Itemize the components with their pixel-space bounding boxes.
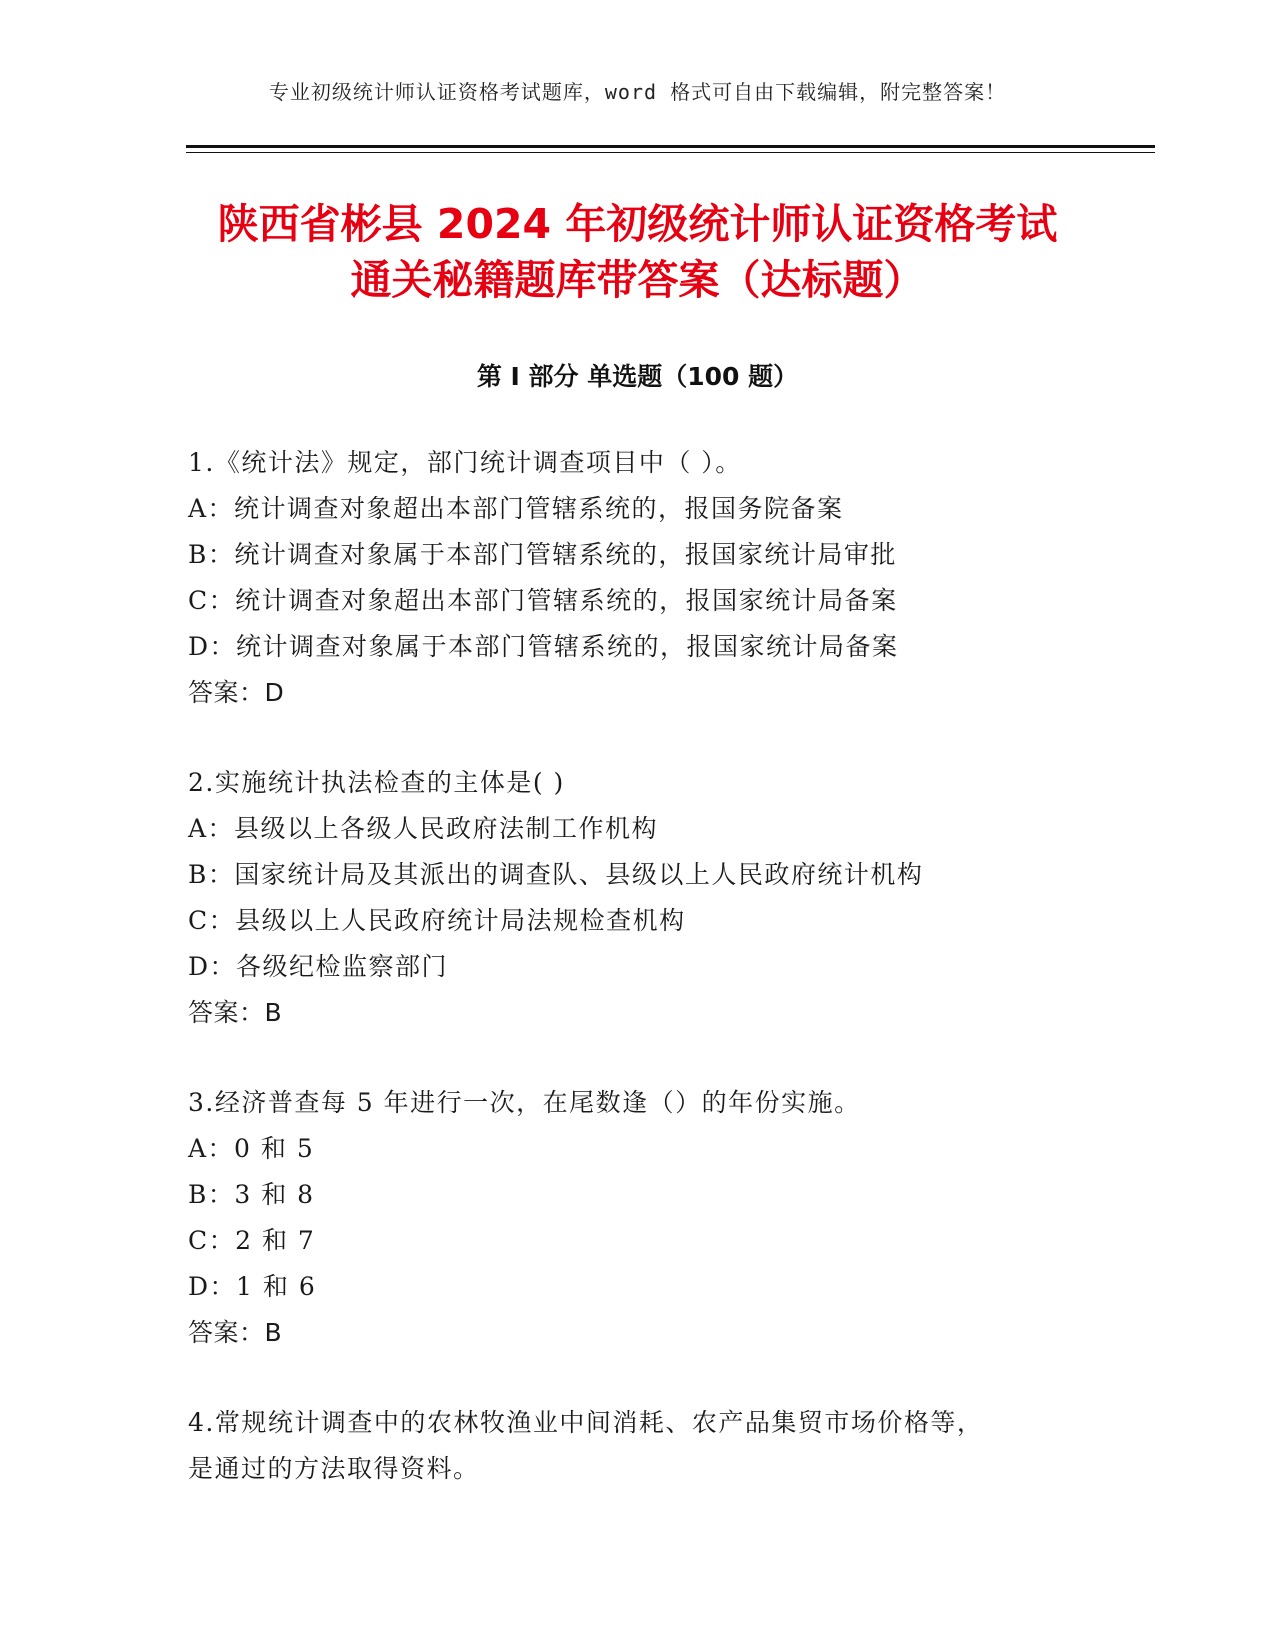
spacer bbox=[188, 1036, 1088, 1080]
spacer bbox=[188, 1356, 1088, 1400]
option-c: C：2 和 7 bbox=[188, 1226, 316, 1255]
question-stem: 3.经济普查每 5 年进行一次，在尾数逢（）的年份实施。 bbox=[188, 1088, 861, 1117]
title-line-1: 陕西省彬县 2024 年初级统计师认证资格考试 bbox=[217, 200, 1058, 248]
option-b: B：统计调查对象属于本部门管辖系统的，报国家统计局审批 bbox=[188, 540, 897, 569]
header-rule-thin bbox=[186, 152, 1155, 153]
option-a: A：0 和 5 bbox=[188, 1134, 315, 1163]
running-header: 专业初级统计师认证资格考试题库，word 格式可自由下载编辑，附完整答案！ bbox=[268, 80, 1007, 104]
option-d: D：各级纪检监察部门 bbox=[188, 952, 449, 981]
title-line-2: 通关秘籍题库带答案（达标题） bbox=[350, 256, 925, 304]
option-c: C：县级以上人民政府统计局法规检查机构 bbox=[188, 906, 686, 935]
question-list bbox=[188, 440, 1088, 1492]
question-stem-line-2: 是通过的方法取得资料。 bbox=[188, 1454, 480, 1483]
answer-line: 答案：B bbox=[188, 1318, 283, 1347]
question-4 bbox=[188, 1400, 1088, 1492]
answer-line: 答案：D bbox=[188, 678, 285, 707]
question-stem-line-1: 4.常规统计调查中的农林牧渔业中间消耗、农产品集贸市场价格等， bbox=[188, 1408, 984, 1437]
spacer bbox=[188, 716, 1088, 760]
option-b: B：国家统计局及其派出的调查队、县级以上人民政府统计机构 bbox=[188, 860, 924, 889]
option-d: D：统计调查对象属于本部门管辖系统的，报国家统计局备案 bbox=[188, 632, 899, 661]
answer-line: 答案：B bbox=[188, 998, 283, 1027]
question-2 bbox=[188, 760, 1088, 1036]
option-a: A：县级以上各级人民政府法制工作机构 bbox=[188, 814, 659, 843]
question-stem: 2.实施统计执法检查的主体是( ) bbox=[188, 768, 565, 797]
document-title bbox=[120, 196, 1155, 308]
question-3 bbox=[188, 1080, 1088, 1356]
option-b: B：3 和 8 bbox=[188, 1180, 315, 1209]
question-stem: 1.《统计法》规定，部门统计调查项目中（ ）。 bbox=[188, 448, 742, 477]
option-c: C：统计调查对象超出本部门管辖系统的，报国家统计局备案 bbox=[188, 586, 898, 615]
question-1 bbox=[188, 440, 1088, 716]
header-rule-thick bbox=[186, 145, 1155, 148]
option-a: A：统计调查对象超出本部门管辖系统的，报国务院备案 bbox=[188, 494, 844, 523]
section-heading: 第 I 部分 单选题（100 题） bbox=[476, 362, 799, 391]
option-d: D：1 和 6 bbox=[188, 1272, 317, 1301]
